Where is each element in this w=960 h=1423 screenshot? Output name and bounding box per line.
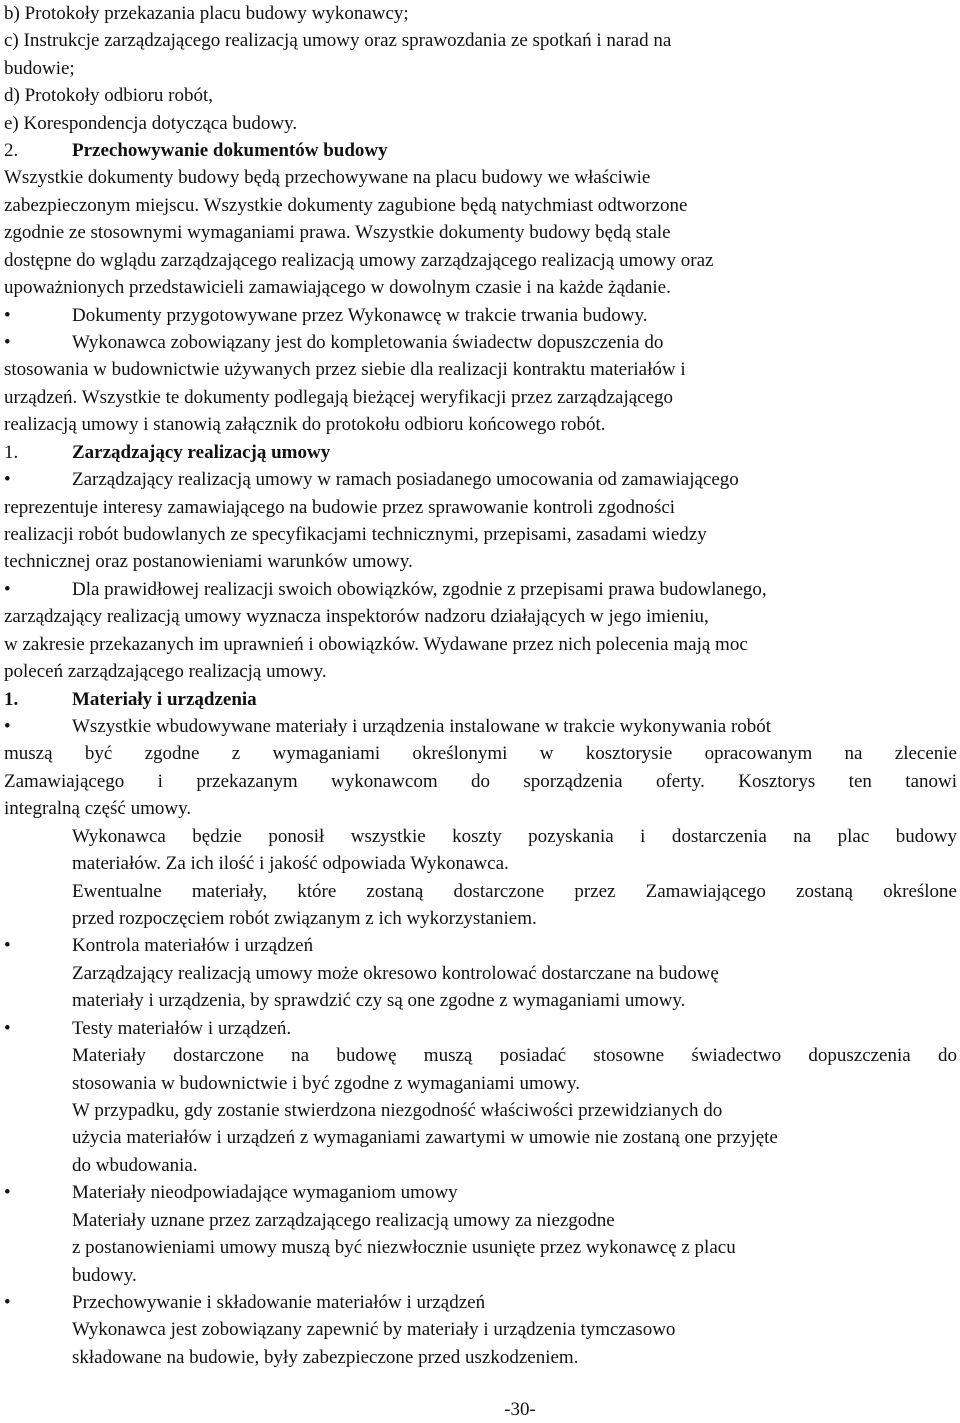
paragraph-line: reprezentuje interesy zamawiającego na budowie przez sprawowanie kontroli zgodności — [4, 497, 676, 518]
page-number: -30- — [504, 1399, 536, 1420]
section-number: 1. — [4, 689, 19, 710]
bullet-icon: • — [4, 1018, 11, 1039]
paragraph-line: stosowania w budownictwie używanych przez siebie dla realizacji kontraktu materiałów i — [4, 359, 686, 380]
bullet-text: Przechowywanie i składowanie materiałów i urządzeń — [72, 1292, 486, 1313]
bullet-icon: • — [4, 1292, 11, 1313]
indented-line: Wykonawca jest zobowiązany zapewnić by materiały i urządzenia tymczasowo — [72, 1319, 676, 1340]
bullet-text: Kontrola materiałów i urządzeń — [72, 935, 314, 956]
paragraph-line: muszą być zgodne z wymaganiami określonymi w kosztorysie opracowanym na zlecenie — [4, 743, 957, 764]
bullet-text: Dokumenty przygotowywane przez Wykonawcę w trakcie trwania budowy. — [72, 305, 648, 326]
paragraph-line: w zakresie przekazanych im uprawnień i obowiązków. Wydawane przez nich polecenia mają moc — [4, 634, 748, 655]
indented-line: Zarządzający realizacją umowy może okresowo kontrolować dostarczane na budowę — [72, 963, 719, 984]
section-number: 1. — [4, 442, 19, 463]
paragraph-line: dostępne do wglądu zarządzającego realizacją umowy zarządzającego realizacją umowy oraz — [4, 250, 714, 271]
paragraph-line: integralną część umowy. — [4, 798, 192, 819]
indented-line: Wykonawca będzie ponosił wszystkie koszty pozyskania i dostarczenia na plac budowy — [72, 826, 957, 847]
paragraph-line: Wszystkie dokumenty budowy będą przechowywane na placu budowy we właściwie — [4, 167, 651, 188]
bullet-icon: • — [4, 716, 11, 737]
paragraph-line: zgodnie ze stosownymi wymaganiami prawa. Wszystkie dokumenty budowy będą stale — [4, 222, 671, 243]
indented-line: materiały i urządzenia, by sprawdzić czy są one zgodne z wymaganiami umowy. — [72, 990, 686, 1011]
paragraph-line: realizacją umowy i stanowią załącznik do protokołu odbioru końcowego robót. — [4, 414, 606, 435]
paragraph-line: poleceń zarządzającego realizacją umowy. — [4, 661, 327, 682]
bullet-icon: • — [4, 469, 11, 490]
paragraph-line: Zamawiającego i przekazanym wykonawcom do sporządzenia oferty. Kosztorys ten tanowi — [4, 771, 957, 792]
indented-line: przed rozpoczęciem robót związanym z ich wykorzystaniem. — [72, 908, 537, 929]
bullet-icon: • — [4, 1182, 11, 1203]
bullet-text: Wszystkie wbudowywane materiały i urządzenia instalowane w trakcie wykonywania robót — [72, 716, 772, 737]
section-number: 2. — [4, 140, 19, 161]
indented-line: z postanowieniami umowy muszą być niezwłocznie usunięte przez wykonawcę z placu — [72, 1237, 736, 1258]
indented-line: użycia materiałów i urządzeń z wymaganiami zawartymi w umowie nie zostaną one przyjęte — [72, 1127, 778, 1148]
indented-line: W przypadku, gdy zostanie stwierdzona niezgodność właściwości przewidzianych do — [72, 1100, 723, 1121]
list-item-b: b) Protokoły przekazania placu budowy wykonawcy; — [4, 3, 409, 24]
indented-line: do wbudowania. — [72, 1155, 198, 1176]
list-item-c-cont: budowie; — [4, 58, 75, 79]
bullet-text: Zarządzający realizacją umowy w ramach posiadanego umocowania od zamawiającego — [72, 469, 739, 490]
bullet-icon: • — [4, 332, 11, 353]
paragraph-line: zarządzający realizacją umowy wyznacza inspektorów nadzoru działających w jego imieniu, — [4, 606, 709, 627]
indented-line: stosowania w budownictwie i być zgodne z wymaganiami umowy. — [72, 1073, 580, 1094]
paragraph-line: technicznej oraz postanowieniami warunków umowy. — [4, 551, 413, 572]
bullet-text: Materiały nieodpowiadające wymaganiom umowy — [72, 1182, 458, 1203]
bullet-text: Testy materiałów i urządzeń. — [72, 1018, 292, 1039]
paragraph-line: realizacji robót budowlanych ze specyfikacjami technicznymi, przepisami, zasadami wiedzy — [4, 524, 707, 545]
list-item-d: d) Protokoły odbioru robót, — [4, 85, 213, 106]
indented-line: budowy. — [72, 1265, 137, 1286]
indented-line: składowane na budowie, były zabezpieczone przed uszkodzeniem. — [72, 1347, 579, 1368]
paragraph-line: upoważnionych przedstawicieli zamawiającego w dowolnym czasie i na każde żądanie. — [4, 277, 671, 298]
bullet-icon: • — [4, 579, 11, 600]
bullet-text: Wykonawca zobowiązany jest do kompletowania świadectw dopuszczenia do — [72, 332, 664, 353]
bullet-text: Dla prawidłowej realizacji swoich obowiązków, zgodnie z przepisami prawa budowlanego, — [72, 579, 767, 600]
indented-line: materiałów. Za ich ilość i jakość odpowiada Wykonawca. — [72, 853, 509, 874]
bullet-icon: • — [4, 305, 11, 326]
list-item-c: c) Instrukcje zarządzającego realizacją umowy oraz sprawozdania ze spotkań i narad na — [4, 30, 672, 51]
bullet-icon: • — [4, 935, 11, 956]
paragraph-line: zabezpieczonym miejscu. Wszystkie dokumenty zagubione będą natychmiast odtworzone — [4, 195, 688, 216]
indented-line: Ewentualne materiały, które zostaną dostarczone przez Zamawiającego zostaną określone — [72, 881, 957, 902]
list-item-e: e) Korespondencja dotycząca budowy. — [4, 113, 298, 134]
indented-line: Materiały dostarczone na budowę muszą posiadać stosowne świadectwo dopuszczenia do — [72, 1045, 957, 1066]
indented-line: Materiały uznane przez zarządzającego realizacją umowy za niezgodne — [72, 1210, 615, 1231]
section-heading-storage: Przechowywanie dokumentów budowy — [72, 140, 388, 161]
section-heading-manager: Zarządzający realizacją umowy — [72, 442, 331, 463]
section-heading-materials: Materiały i urządzenia — [72, 689, 257, 710]
paragraph-line: urządzeń. Wszystkie te dokumenty podlegają bieżącej weryfikacji przez zarządzającego — [4, 387, 674, 408]
